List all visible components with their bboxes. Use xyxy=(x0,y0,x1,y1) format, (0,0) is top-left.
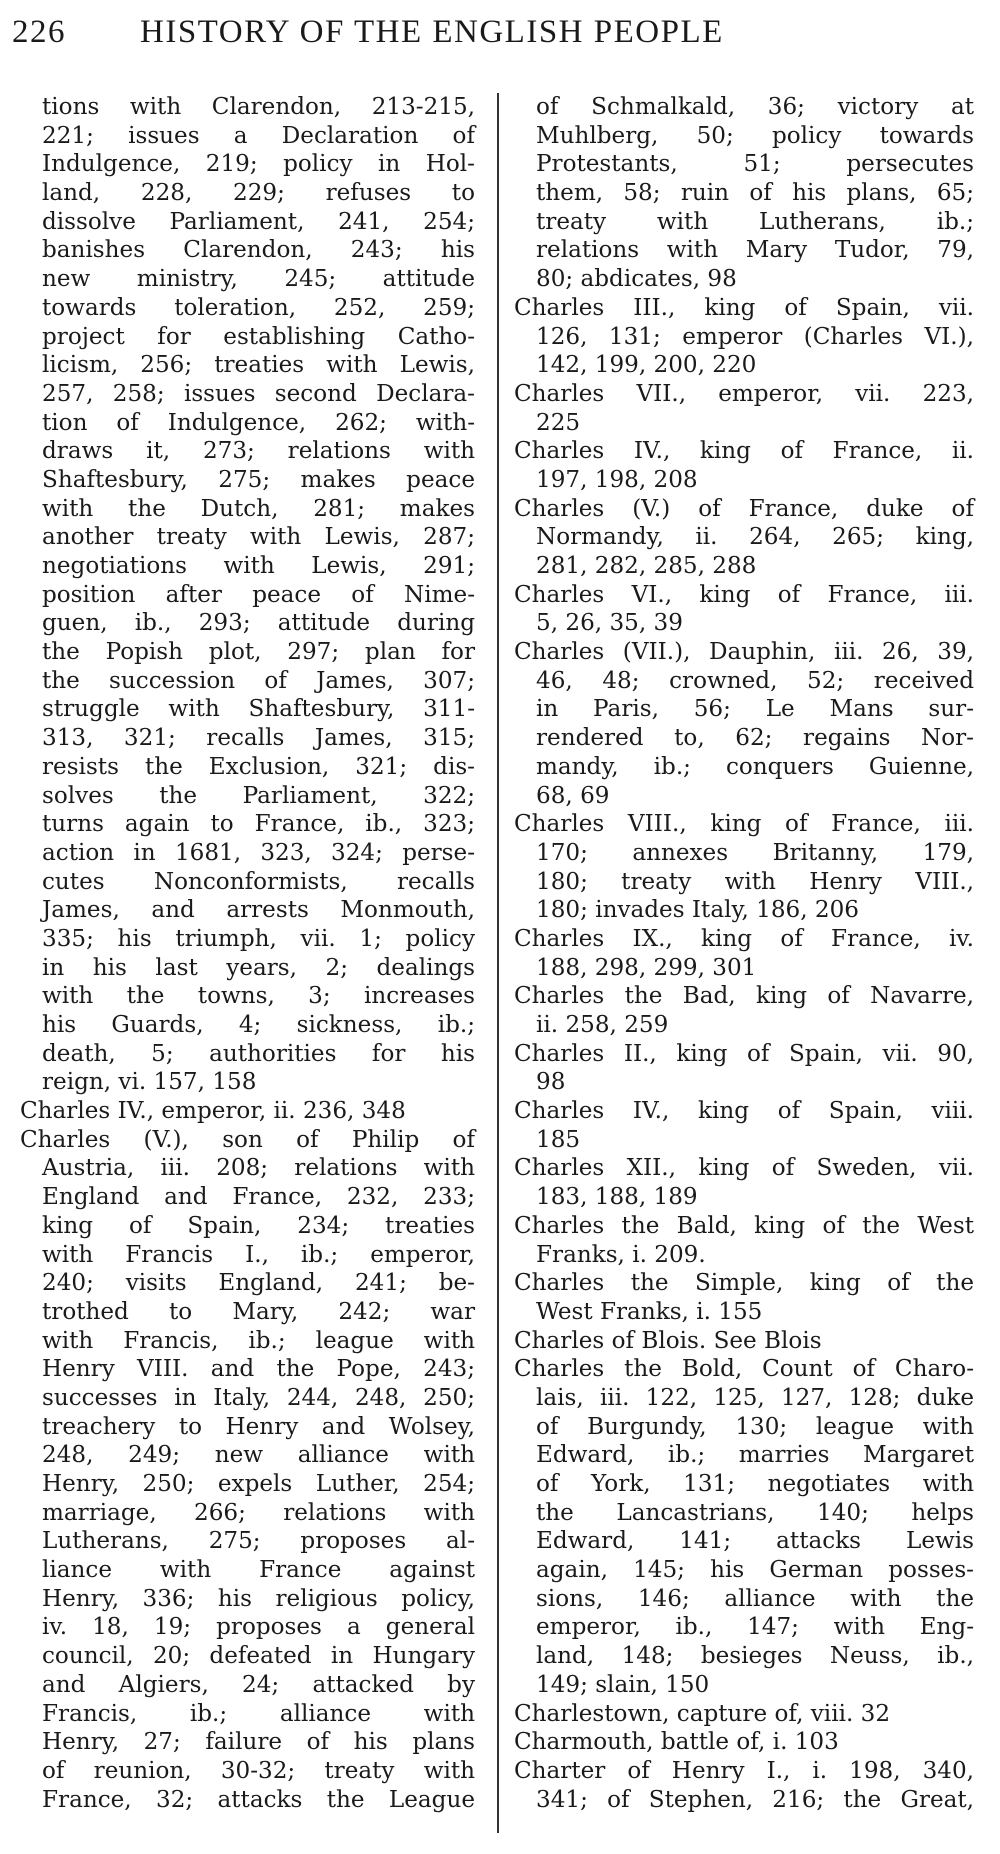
index-line: 248, 249; new alliance with xyxy=(42,1442,475,1469)
index-line: king of Spain, 234; treaties xyxy=(42,1212,475,1239)
index-line: 188, 298, 299, 301 xyxy=(536,954,757,981)
index-line: negotiations with Lewis, 291; xyxy=(42,553,475,579)
index-line: in his last years, 2; dealings xyxy=(42,954,475,981)
index-line: 126, 131; emperor (Charles VI.), xyxy=(536,323,974,350)
index-line: 225 xyxy=(536,409,581,436)
index-line: tion of Indulgence, 262; with- xyxy=(42,409,475,436)
index-column-left xyxy=(20,93,475,1814)
index-line: Franks, i. 209. xyxy=(536,1241,706,1268)
index-line: James, and arrests Monmouth, xyxy=(42,897,475,924)
index-entry-head: Charles IV., king of France, ii. xyxy=(514,438,974,465)
index-line: liance with France against xyxy=(42,1557,475,1584)
index-line: Francis, ib.; alliance with xyxy=(42,1700,475,1727)
index-entry-head: Charles VII., emperor, vii. 223, xyxy=(514,380,974,407)
index-entry-head: Charles (V.), son of Philip of xyxy=(20,1126,475,1153)
index-line: project for establishing Catho- xyxy=(42,323,475,350)
index-line: 98 xyxy=(536,1069,566,1096)
index-line: 221; issues a Declaration of xyxy=(42,122,475,149)
index-line: relations with Mary Tudor, 79, xyxy=(536,237,974,264)
index-line: the Popish plot, 297; plan for xyxy=(42,639,475,666)
index-line: guen, ib., 293; attitude during xyxy=(42,610,475,637)
index-line: his Guards, 4; sickness, ib.; xyxy=(42,1012,475,1038)
index-line: with the Dutch, 281; makes xyxy=(42,495,475,522)
index-line: 68, 69 xyxy=(536,782,610,809)
index-line: Indulgence, 219; policy in Hol- xyxy=(42,151,475,178)
index-entry-head: Charles XII., king of Sweden, vii. xyxy=(514,1155,974,1182)
index-entry-head: Charles the Bald, king of the West xyxy=(514,1212,974,1239)
index-line: 313, 321; recalls James, 315; xyxy=(42,725,475,752)
index-line: 281, 282, 285, 288 xyxy=(536,553,757,579)
index-entry-head: Charles IV., king of Spain, viii. xyxy=(514,1098,974,1125)
index-line: treaty with Lutherans, ib.; xyxy=(536,208,974,235)
index-line: 80; abdicates, 98 xyxy=(536,266,737,293)
index-entry-head: Charles the Bold, Count of Charo- xyxy=(514,1356,974,1383)
index-line: mandy, ib.; conquers Guienne, xyxy=(536,753,974,780)
index-line: sions, 146; alliance with the xyxy=(536,1585,974,1612)
index-line: Austria, iii. 208; relations with xyxy=(42,1155,475,1182)
index-line: with the towns, 3; increases xyxy=(42,983,475,1010)
index-entry-head: Charles (V.) of France, duke of xyxy=(514,495,974,522)
index-line: dissolve Parliament, 241, 254; xyxy=(42,208,475,235)
index-line: Protestants, 51; persecutes xyxy=(536,151,974,178)
index-line: in Paris, 56; Le Mans sur- xyxy=(536,696,974,723)
index-line: marriage, 266; relations with xyxy=(42,1499,475,1526)
index-line: rendered to, 62; regains Nor- xyxy=(536,725,974,752)
index-line: another treaty with Lewis, 287; xyxy=(42,524,475,551)
index-line: of Schmalkald, 36; victory at xyxy=(536,94,974,120)
index-line: the succession of James, 307; xyxy=(42,667,475,694)
index-line: 240; visits England, 241; be- xyxy=(42,1270,475,1297)
index-line: 142, 199, 200, 220 xyxy=(536,352,757,379)
index-column-right xyxy=(514,93,974,1814)
index-line: draws it, 273; relations with xyxy=(42,438,475,465)
index-line: land, 148; besieges Neuss, ib., xyxy=(536,1643,974,1670)
index-line: ii. 258, 259 xyxy=(536,1012,669,1038)
index-line: turns again to France, ib., 323; xyxy=(42,811,475,838)
index-entry-head: Charles the Bad, king of Navarre, xyxy=(514,983,974,1010)
index-entry-head: Charles the Simple, king of the xyxy=(514,1270,974,1297)
index-entry-head: Charles IX., king of France, iv. xyxy=(514,925,974,952)
index-line: land, 228, 229; refuses to xyxy=(42,180,475,207)
index-line: lais, iii. 122, 125, 127, 128; duke xyxy=(536,1384,974,1411)
index-line: with Francis, ib.; league with xyxy=(42,1327,475,1354)
index-line: Lutherans, 275; proposes al- xyxy=(42,1528,475,1555)
index-line: and Algiers, 24; attacked by xyxy=(42,1671,475,1698)
index-entry-head: Charles VIII., king of France, iii. xyxy=(514,811,974,838)
index-line: towards toleration, 252, 259; xyxy=(42,294,475,321)
index-line: treachery to Henry and Wolsey, xyxy=(42,1413,475,1440)
index-line: iv. 18, 19; proposes a general xyxy=(42,1614,475,1641)
running-title: HISTORY OF THE ENGLISH PEOPLE xyxy=(140,14,724,50)
index-entry-head: Charles of Blois. See Blois xyxy=(514,1327,822,1354)
index-line: Henry, 250; expels Luther, 254; xyxy=(42,1471,475,1497)
index-line: new ministry, 245; attitude xyxy=(42,266,475,293)
index-line: Shaftesbury, 275; makes peace xyxy=(42,466,475,493)
index-line: of reunion, 30-32; treaty with xyxy=(42,1757,475,1784)
index-line: 183, 188, 189 xyxy=(536,1184,698,1211)
index-entry-head: Charter of Henry I., i. 198, 340, xyxy=(514,1757,974,1784)
page-header xyxy=(12,14,992,54)
index-line: 180; invades Italy, 186, 206 xyxy=(536,897,859,924)
index-line: death, 5; authorities for his xyxy=(42,1040,475,1067)
page-number: 226 xyxy=(12,14,66,50)
index-line: 46, 48; crowned, 52; received xyxy=(536,667,974,694)
index-line: with Francis I., ib.; emperor, xyxy=(42,1241,475,1268)
index-line: 257, 258; issues second Declara- xyxy=(42,380,475,407)
index-entry-head: Charles II., king of Spain, vii. 90, xyxy=(514,1040,974,1067)
index-line: 5, 26, 35, 39 xyxy=(536,610,683,637)
index-line: resists the Exclusion, 321; dis- xyxy=(42,753,475,780)
index-line: council, 20; defeated in Hungary xyxy=(42,1643,475,1670)
index-line: Henry, 27; failure of his plans xyxy=(42,1729,475,1756)
index-line: position after peace of Nime- xyxy=(42,581,475,608)
index-line: Normandy, ii. 264, 265; king, xyxy=(536,524,974,551)
index-line: struggle with Shaftesbury, 311- xyxy=(42,696,475,723)
index-line: of York, 131; negotiates with xyxy=(536,1471,974,1497)
index-line: 185 xyxy=(536,1126,581,1153)
index-line: trothed to Mary, 242; war xyxy=(42,1298,475,1325)
index-line: 335; his triumph, vii. 1; policy xyxy=(42,925,475,952)
index-line: reign, vi. 157, 158 xyxy=(42,1069,257,1096)
index-entry-head: Charles (VII.), Dauphin, iii. 26, 39, xyxy=(514,639,974,666)
index-entry-head: Charles III., king of Spain, vii. xyxy=(514,294,974,321)
index-line: West Franks, i. 155 xyxy=(536,1298,763,1325)
index-line: successes in Italy, 244, 248, 250; xyxy=(42,1384,475,1411)
index-line: Henry VIII. and the Pope, 243; xyxy=(42,1356,475,1383)
index-line: 149; slain, 150 xyxy=(536,1671,710,1698)
index-line: them, 58; ruin of his plans, 65; xyxy=(536,180,974,207)
index-entry-head: Charles VI., king of France, iii. xyxy=(514,581,974,608)
index-line: Muhlberg, 50; policy towards xyxy=(536,122,974,149)
index-line: again, 145; his German posses- xyxy=(536,1557,974,1584)
index-line: England and France, 232, 233; xyxy=(42,1184,475,1211)
index-line: 170; annexes Britanny, 179, xyxy=(536,839,974,866)
index-entry-head: Charles IV., emperor, ii. 236, 348 xyxy=(20,1098,406,1125)
index-line: 341; of Stephen, 216; the Great, xyxy=(536,1786,974,1813)
index-entry-head: Charlestown, capture of, viii. 32 xyxy=(514,1700,891,1727)
index-line: tions with Clarendon, 213-215, xyxy=(42,94,475,120)
index-line: solves the Parliament, 322; xyxy=(42,782,475,809)
index-line: action in 1681, 323, 324; perse- xyxy=(42,839,475,866)
index-entry-head: Charmouth, battle of, i. 103 xyxy=(514,1729,839,1756)
index-line: licism, 256; treaties with Lewis, xyxy=(42,352,475,379)
index-line: cutes Nonconformists, recalls xyxy=(42,868,475,895)
index-line: Henry, 336; his religious policy, xyxy=(42,1585,475,1612)
index-line: emperor, ib., 147; with Eng- xyxy=(536,1614,974,1641)
column-divider xyxy=(497,93,499,1833)
index-line: banishes Clarendon, 243; his xyxy=(42,237,475,264)
index-line: Edward, 141; attacks Lewis xyxy=(536,1528,974,1555)
index-line: 180; treaty with Henry VIII., xyxy=(536,868,974,895)
index-line: Edward, ib.; marries Margaret xyxy=(536,1442,974,1469)
index-line: of Burgundy, 130; league with xyxy=(536,1413,974,1440)
index-line: 197, 198, 208 xyxy=(536,466,698,493)
index-line: the Lancastrians, 140; helps xyxy=(536,1499,974,1526)
index-line: France, 32; attacks the League xyxy=(42,1786,475,1813)
